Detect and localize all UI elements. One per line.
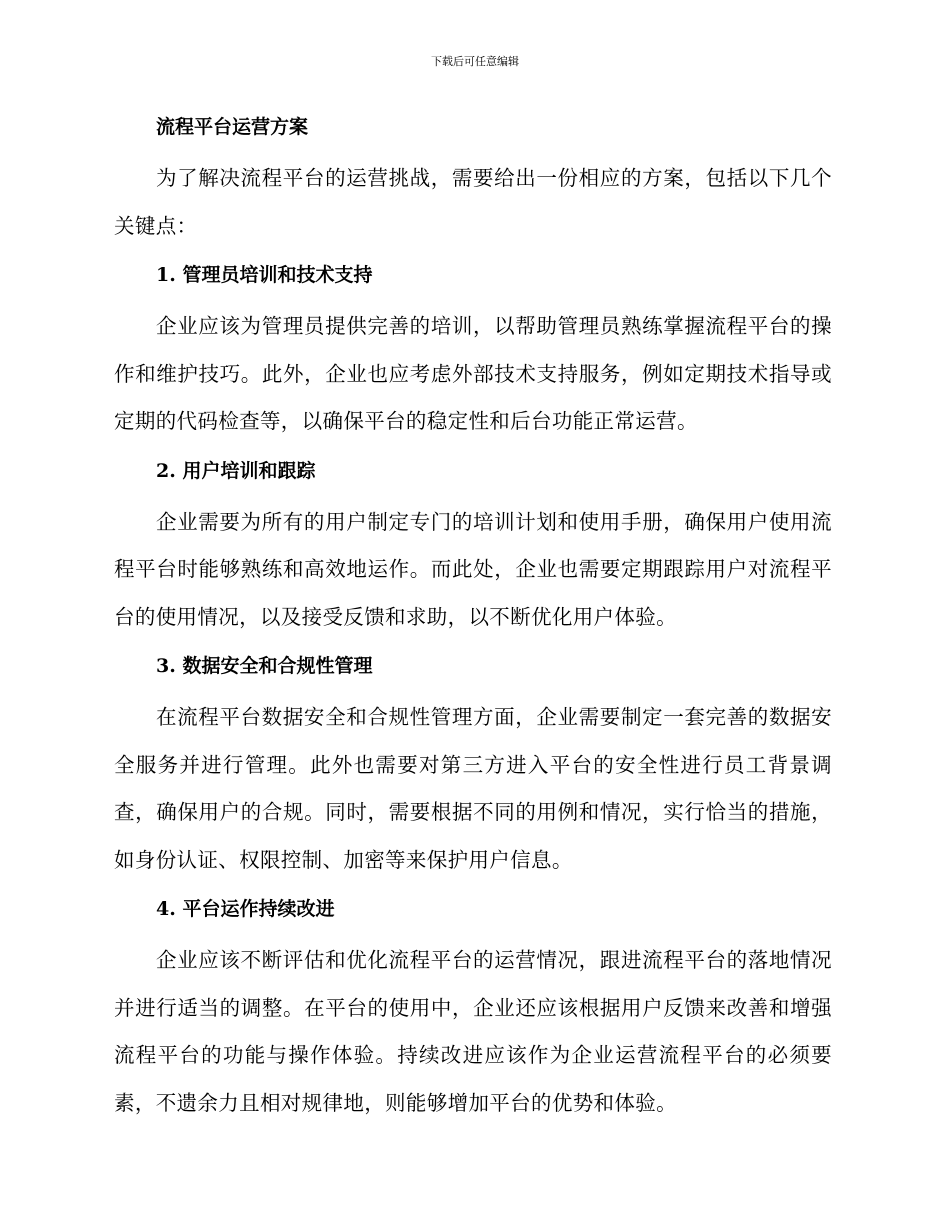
document-title: 流程平台运营方案 [156, 116, 309, 138]
section-body-1: 企业应该为管理员提供完善的培训，以帮助管理员熟练掌握流程平台的操作和维护技巧。此外，企业也应考虑外部技术支持服务，例如定期技术指导或定期的代码检查等，以确保平台的稳定性和后台功能正常运营。 [114, 314, 832, 433]
section-heading-4: 4. 平台运作持续改进 [156, 898, 335, 920]
section-heading-2: 2. 用户培训和跟踪 [156, 459, 316, 482]
section-body-4: 企业应该不断评估和优化流程平台的运营情况，跟进流程平台的落地情况并进行适当的调整。在平台的使用中，企业还应该根据用户反馈来改善和增强流程平台的功能与操作体验。持续改进应该作为企业运营流程平台的必须要素，不遗余力且相对规律地，则能够增加平台的优势和体验。 [114, 948, 832, 1115]
document-body [114, 107, 832, 1127]
section-heading-3: 3. 数据安全和合规性管理 [156, 655, 373, 677]
section-heading-1: 1. 管理员培训和技术支持 [156, 264, 373, 286]
section-body-2: 企业需要为所有的用户制定专门的培训计划和使用手册，确保用户使用流程平台时能够熟练和高效地运作。而此处，企业也需要定期跟踪用户对流程平台的使用情况，以及接受反馈和求助，以不断优化用户体验。 [114, 509, 832, 629]
intro-paragraph: 为了解决流程平台的运营挑战，需要给出一份相应的方案，包括以下几个关键点： [114, 166, 832, 238]
header-note: 下载后可任意编辑 [431, 55, 519, 68]
section-body-3: 在流程平台数据安全和合规性管理方面，企业需要制定一套完善的数据安全服务并进行管理。此外也需要对第三方进入平台的安全性进行员工背景调查，确保用户的合规。同时，需要根据不同的用例和情况，实行恰当的措施，如身份认证、权限控制、加密等来保护用户信息。 [114, 705, 832, 872]
